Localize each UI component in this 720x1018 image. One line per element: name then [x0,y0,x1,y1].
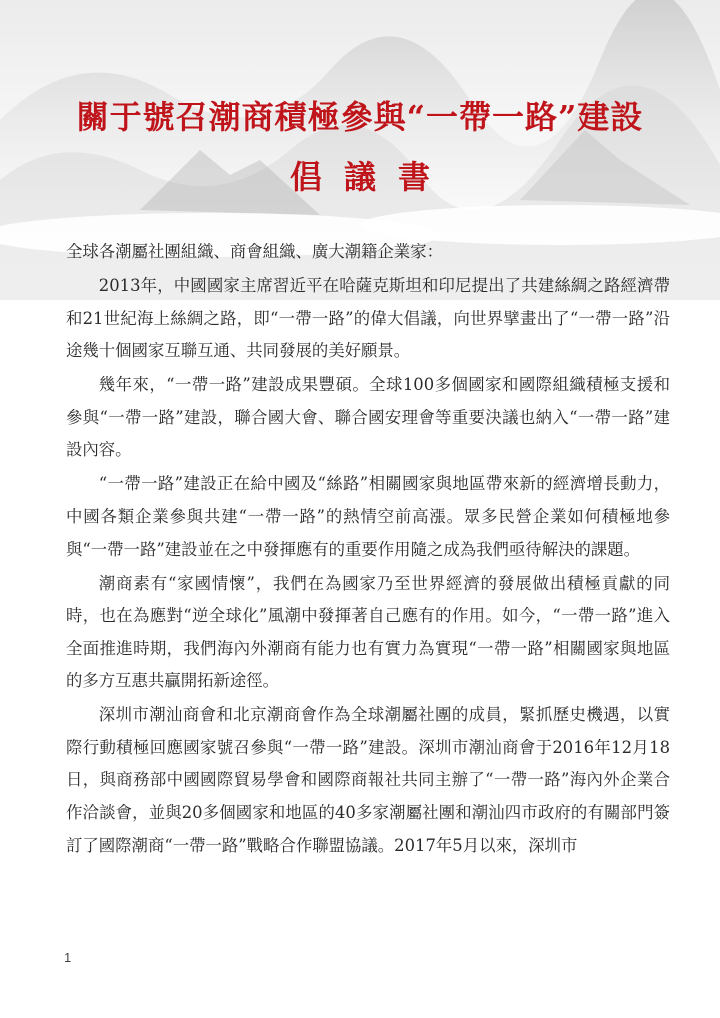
paragraph-3: “一帶一路”建設正在給中國及“絲路”相關國家與地區帶來新的經濟增長動力，中國各類企業參與共建“一帶一路”的熱情空前高漲。眾多民營企業如何積極地參與“一帶一路”建設並在之中發揮應有的重要作用隨之成為我們亟待解決的課題。 [66,474,670,559]
page-number: 1 [64,950,72,965]
paragraph-5: 深圳市潮汕商會和北京潮商會作為全球潮屬社團的成員，緊抓歷史機遇，以實際行動積極回應國家號召參與“一帶一路”建設。深圳市潮汕商會于2016年12月18日，與商務部中國國際貿易學會和國際商報社共同主辦了“一帶一路”海內外企業合作洽談會，並與20多個國家和地區的40多家潮屬社團和潮汕四市政府的有關部門簽訂了國際潮商“一帶一路”戰略合作聯盟協議。2017年5月以來，深圳市 [66,705,670,855]
document-title: 關于號召潮商積極參與“一帶一路”建設 [76,98,644,136]
paragraph-4: 潮商素有“家國情懷”，我們在為國家乃至世界經濟的發展做出積極貢獻的同時，也在為應對“逆全球化”風潮中發揮著自己應有的作用。如今，“一帶一路”進入全面推進時期，我們海內外潮商有能力也有實力為實現“一帶一路”相關國家與地區的多方互惠共贏開拓新途徑。 [66,573,670,691]
paragraph-1: 2013年，中國國家主席習近平在哈薩克斯坦和印尼提出了共建絲綢之路經濟帶和21世紀海上絲綢之路，即“一帶一路”的偉大倡議，向世界擘畫出了“一帶一路”沿途幾十個國家互聯互通、共同發展的美好願景。 [66,275,670,361]
paragraph-2: 幾年來，“一帶一路”建設成果豐碩。全球100多個國家和國際組織積極支援和參與“一帶一路”建設，聯合國大會、聯合國安理會等重要決議也納入“一帶一路”建設內容。 [66,375,670,460]
document-body [66,236,670,864]
document-subtitle: 倡議書 [289,158,452,196]
salutation: 全球各潮屬社團組織、商會組織、廣大潮籍企業家： [66,242,443,261]
